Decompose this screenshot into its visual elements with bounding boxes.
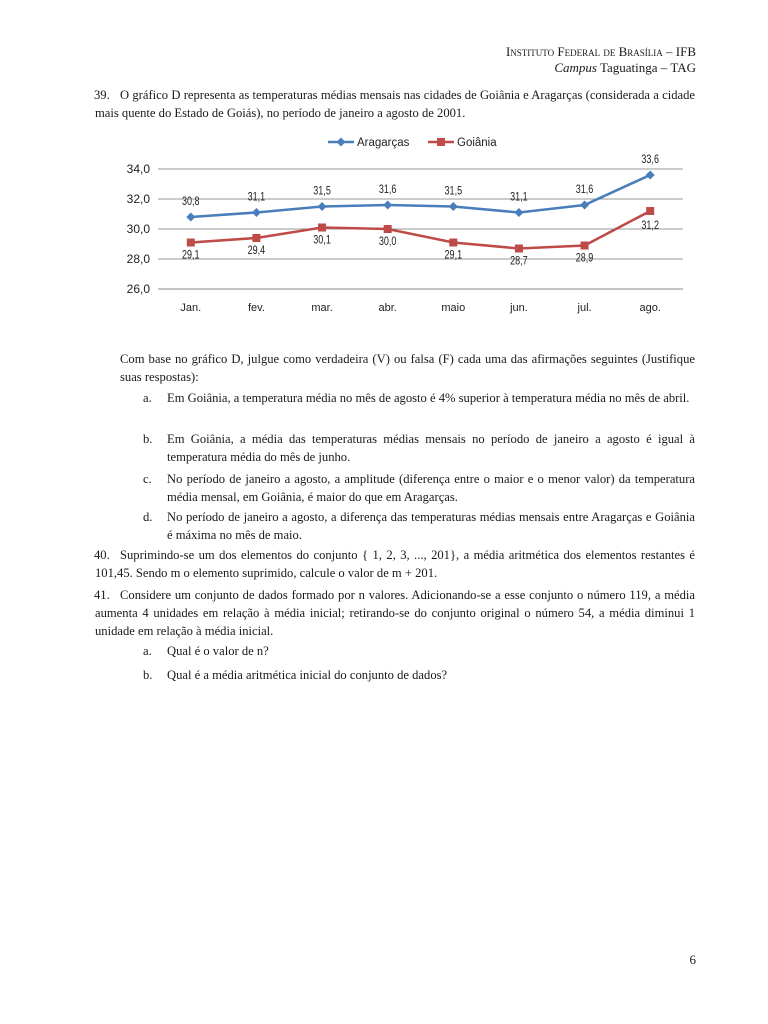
- data-point: [186, 213, 195, 222]
- data-label: 31,1: [510, 190, 528, 204]
- question-text: Suprimindo-se um dos elementos do conjunto { 1, 2, 3, ..., 201}, a média aritmética dos elementos restantes é 101,45. Sendo m o elemento suprimido, calcule o valor de m + 201.: [95, 548, 695, 580]
- chart-gridlines: [158, 169, 683, 289]
- data-label: 29,4: [247, 243, 266, 258]
- y-tick-label: 28,0: [126, 252, 150, 266]
- data-label: 28,9: [575, 251, 594, 265]
- item-39b: [143, 430, 695, 466]
- institution-line: [506, 44, 696, 60]
- data-label: 31,5: [313, 184, 331, 198]
- data-label: 29,1: [444, 248, 463, 262]
- x-axis-ticks: [180, 302, 660, 314]
- data-label: 31,1: [247, 190, 266, 204]
- x-tick-label: jul.: [577, 302, 592, 314]
- question-number: 39.: [94, 88, 110, 102]
- item-label: a.: [143, 391, 152, 405]
- item-label: c.: [143, 472, 152, 486]
- data-point: [514, 208, 523, 217]
- item-text: No período de janeiro a agosto, a amplitude (diferença entre o maior e o menor valor) da temperatura média mensal, em Goiânia, é maior do que em Aragarças.: [167, 472, 695, 504]
- item-label: b.: [143, 668, 153, 682]
- question-number: 41.: [94, 588, 110, 602]
- temperature-line-chart: [118, 132, 698, 327]
- data-label: 30,1: [313, 233, 331, 247]
- institution-name: Instituto Federal de Brasília: [505, 44, 663, 59]
- data-label: 33,6: [641, 152, 659, 167]
- x-tick-label: mar.: [311, 302, 333, 314]
- data-point: [187, 239, 195, 247]
- chart-series: [182, 153, 659, 268]
- item-text: Qual é a média aritmética inicial do conjunto de dados?: [167, 668, 448, 682]
- x-tick-label: fev.: [247, 302, 265, 314]
- data-point: [449, 202, 458, 211]
- data-point: [581, 242, 589, 250]
- series-0: [182, 153, 659, 222]
- item-41a: [143, 642, 695, 660]
- question-text: Considere um conjunto de dados formado por n valores. Adicionando-se a esse conjunto o número 119, a média aumenta 4 unidades em relação à média inicial; retirando-se do conjunto original o número 54, a média diminui 1 unidade em relação à média inicial.: [95, 588, 695, 638]
- legend-label: Aragarças: [357, 137, 410, 149]
- x-tick-label: jun.: [510, 302, 528, 314]
- institution-acronym: – IFB: [662, 44, 696, 59]
- campus-name: Taguatinga – TAG: [596, 60, 696, 75]
- question-39: [95, 86, 695, 122]
- data-point: [318, 224, 326, 232]
- data-point: [515, 245, 523, 253]
- legend-marker: [337, 138, 346, 147]
- item-39d: [143, 508, 695, 544]
- legend-item-0: [328, 137, 410, 149]
- item-text: Em Goiânia, a média das temperaturas médias mensais no período de janeiro a agosto é igual à temperatura média do mês de junho.: [167, 432, 695, 464]
- campus-word: Campus: [554, 60, 597, 75]
- item-text: Qual é o valor de n?: [167, 644, 269, 658]
- x-tick-label: ago.: [639, 302, 661, 314]
- question-40: [95, 546, 695, 582]
- item-label: b.: [143, 432, 153, 446]
- data-point: [383, 201, 392, 210]
- question-41: [95, 586, 695, 640]
- data-point: [252, 234, 260, 242]
- question-text: O gráfico D representa as temperaturas médias mensais nas cidades de Goiânia e Aragarças (considerada a cidade mais quente do Estado de Goiás), no período de janeiro a agosto de 2001.: [95, 88, 695, 120]
- x-tick-label: Jan.: [180, 302, 202, 314]
- y-tick-label: 26,0: [126, 282, 150, 296]
- page-header: [506, 44, 696, 76]
- question-number: 40.: [94, 548, 110, 562]
- legend-marker: [437, 138, 445, 146]
- y-tick-label: 34,0: [126, 162, 150, 176]
- y-axis-ticks: [127, 162, 151, 296]
- item-41b: [143, 666, 695, 684]
- data-point: [449, 239, 457, 247]
- data-point: [252, 208, 261, 217]
- data-label: 31,2: [641, 218, 659, 233]
- legend-label: Goiânia: [457, 137, 497, 149]
- item-39a: [143, 389, 695, 407]
- data-point: [384, 225, 392, 233]
- item-39c: [143, 470, 695, 506]
- chart-legend: [328, 137, 497, 149]
- data-label: 29,1: [182, 248, 200, 262]
- instructions: Com base no gráfico D, julgue como verdadeira (V) ou falsa (F) cada uma das afirmações seguintes (Justifique suas respostas):: [120, 352, 695, 384]
- x-tick-label: abr.: [378, 302, 397, 314]
- item-label: d.: [143, 510, 153, 524]
- data-label: 31,5: [444, 184, 463, 198]
- data-point: [646, 171, 655, 180]
- item-text: Em Goiânia, a temperatura média no mês de agosto é 4% superior à temperatura média no mês de abril.: [167, 391, 690, 405]
- legend-item-1: [428, 137, 497, 149]
- y-tick-label: 32,0: [126, 192, 150, 206]
- item-text: No período de janeiro a agosto, a diferença das temperaturas médias mensais entre Aragarças e Goiânia é máxima no mês de maio.: [167, 510, 695, 542]
- y-tick-label: 30,0: [126, 222, 150, 236]
- page-number: 6: [689, 952, 696, 967]
- data-point: [580, 201, 589, 210]
- data-label: 30,0: [378, 234, 397, 249]
- data-label: 31,6: [378, 182, 397, 197]
- data-point: [318, 202, 327, 211]
- campus-line: [506, 60, 696, 76]
- data-point: [646, 207, 654, 215]
- item-label: a.: [143, 644, 152, 658]
- data-label: 30,8: [182, 194, 200, 209]
- data-label: 28,7: [510, 254, 528, 268]
- x-tick-label: maio: [441, 302, 466, 314]
- data-label: 31,6: [575, 182, 594, 197]
